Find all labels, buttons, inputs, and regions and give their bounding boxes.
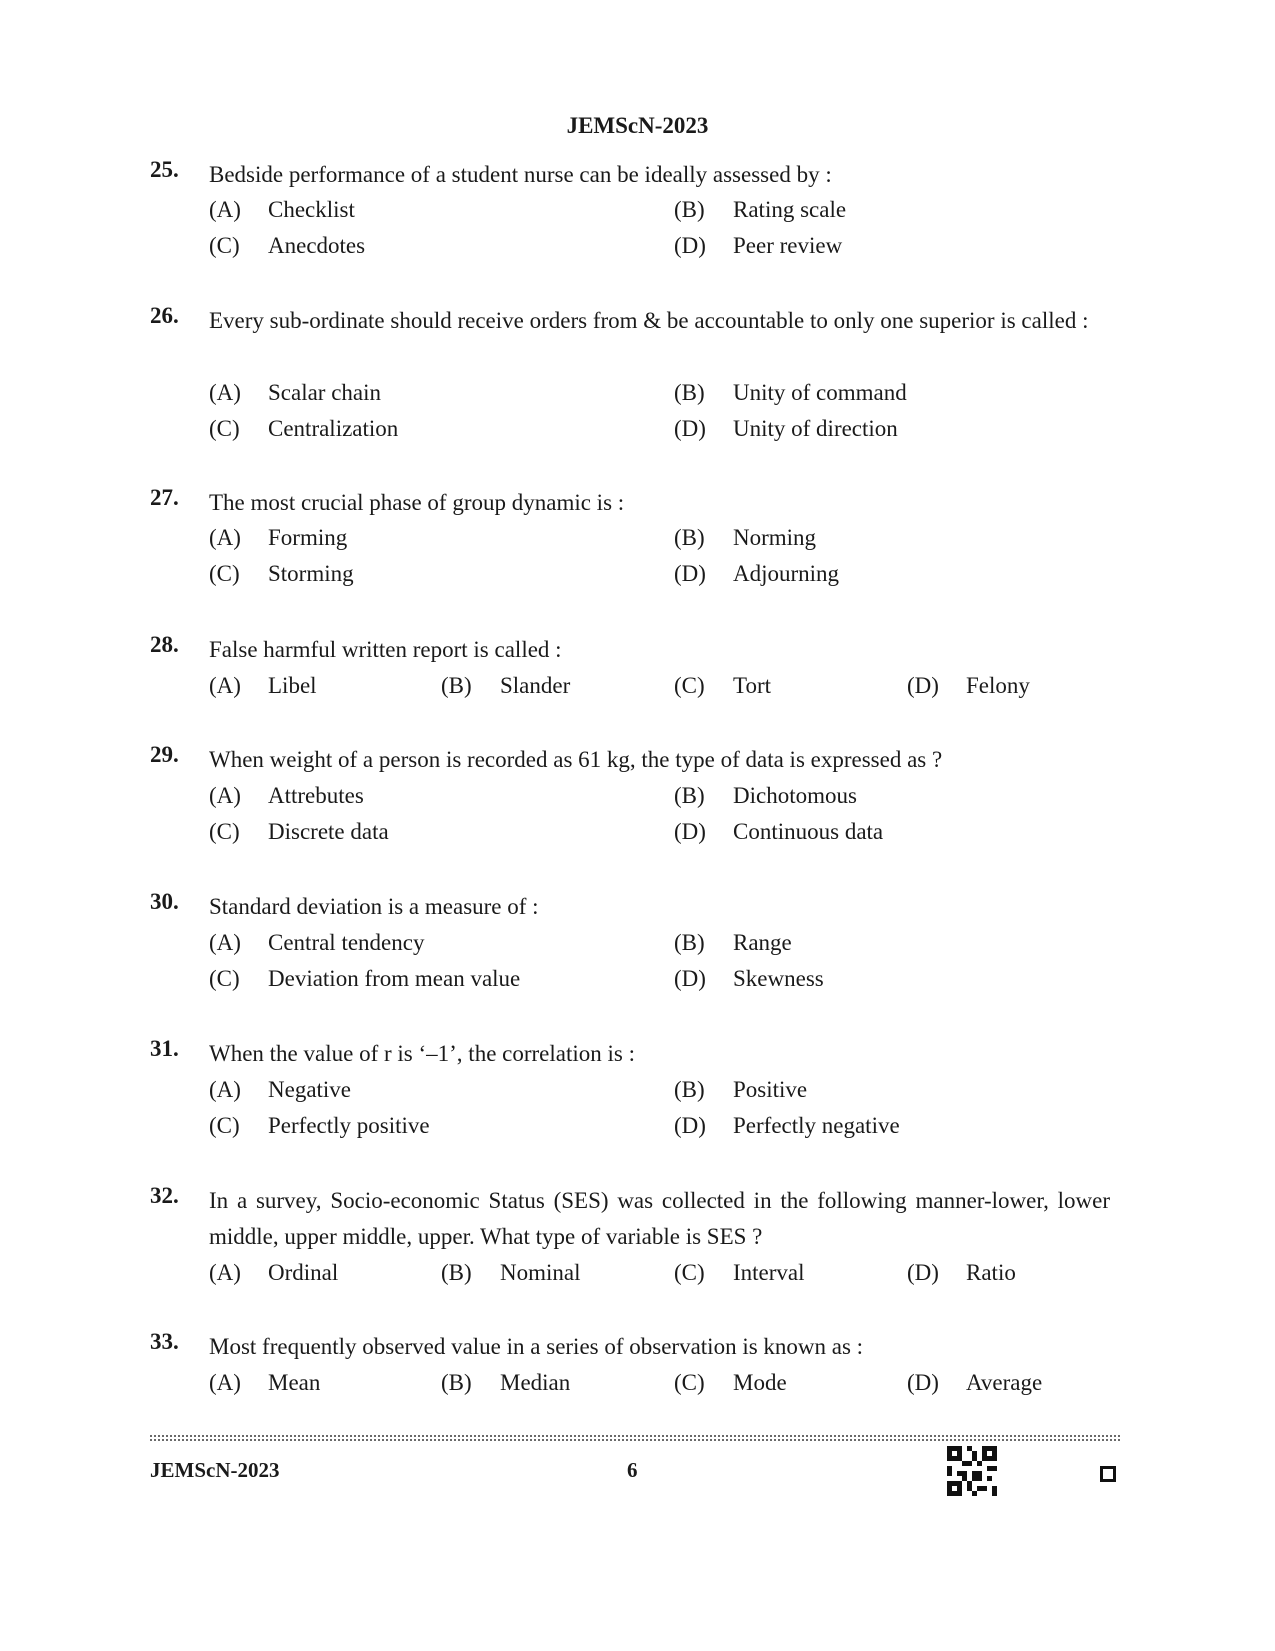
question-text: When weight of a person is recorded as 61 kg, the type of data is expressed as ?: [209, 747, 943, 772]
question-text: Bedside performance of a student nurse can be ideally assessed by :: [209, 162, 832, 187]
exam-page: JEMScN-2023 25. Bedside performance of a student nurse can be ideally assessed by : (A) Checklist (B) Rating scale (C) Anecdotes (D) Peer review 26. Every sub-ordinate should receive orders from & be accountable to only one superior is called : (A) Scalar chain (B) Unity of command (C) Centralization (D) Unity of direction 27. The most crucial phase of group dynamic is : (A) Forming (B) Norming (C) Storming (D) Adjourning 28. False harmful written report is called : (A) Libel (B) Slander (C) Tort (D) Felony 29. When weight of a person is recorded as 61 kg, the type of data is expressed as ? (A) Attrebutes (B) Dichotomous (C) Discrete data (D) Continuous data 30. Standard deviation is a measure of : (A) Central tendency (B) Range (C) Deviation from mean value (D) Skewness 31. When the value of r is ‘–1’, the correlation is : (A) Negative (B) Positive (C) Perfectly positive (D) Perfectly negative 32. In a survey, Socio-economic Status (SES) was collected in the following manner-lower, lower middle, upper middle, upper. What type of variable is SES ? (A) Ordinal (B) Nominal (C) Interval (D) Ratio 33. Most frequently observed value in a series of observation is known as : (A) Mean (B) Median (C) Mode (D) Average JEMScN-2023 6: [0, 0, 1275, 1651]
question-number: 33.: [150, 1329, 179, 1354]
question-number: 26.: [150, 303, 179, 328]
question-text: The most crucial phase of group dynamic is :: [209, 490, 625, 515]
footer-exam-code: JEMScN-2023: [150, 1458, 280, 1482]
question-number: 31.: [150, 1036, 179, 1061]
page-header-title: JEMScN-2023: [566, 113, 709, 138]
question-text: Standard deviation is a measure of :: [209, 894, 539, 919]
footer-divider: [150, 1435, 1120, 1441]
question-number: 28.: [150, 632, 179, 657]
question-text: When the value of r is ‘–1’, the correlation is :: [209, 1041, 635, 1066]
question-text: False harmful written report is called :: [209, 637, 562, 662]
question-text: Every sub-ordinate should receive orders from & be accountable to only one superior is called :: [209, 308, 1089, 333]
qr-code-icon: [947, 1446, 997, 1496]
question-number: 25.: [150, 157, 179, 182]
question-number: 30.: [150, 889, 179, 914]
question-number: 32.: [150, 1183, 179, 1208]
question-text: Most frequently observed value in a series of observation is known as :: [209, 1334, 864, 1359]
question-number: 29.: [150, 742, 179, 767]
square-icon: [1100, 1466, 1116, 1482]
question-text: In a survey, Socio-economic Status (SES) was collected in the following manner-lower, lower middle, upper middle, upper. What type of variable is SES ?: [209, 1188, 1110, 1249]
page-number: 6: [627, 1458, 638, 1482]
question-number: 27.: [150, 485, 179, 510]
